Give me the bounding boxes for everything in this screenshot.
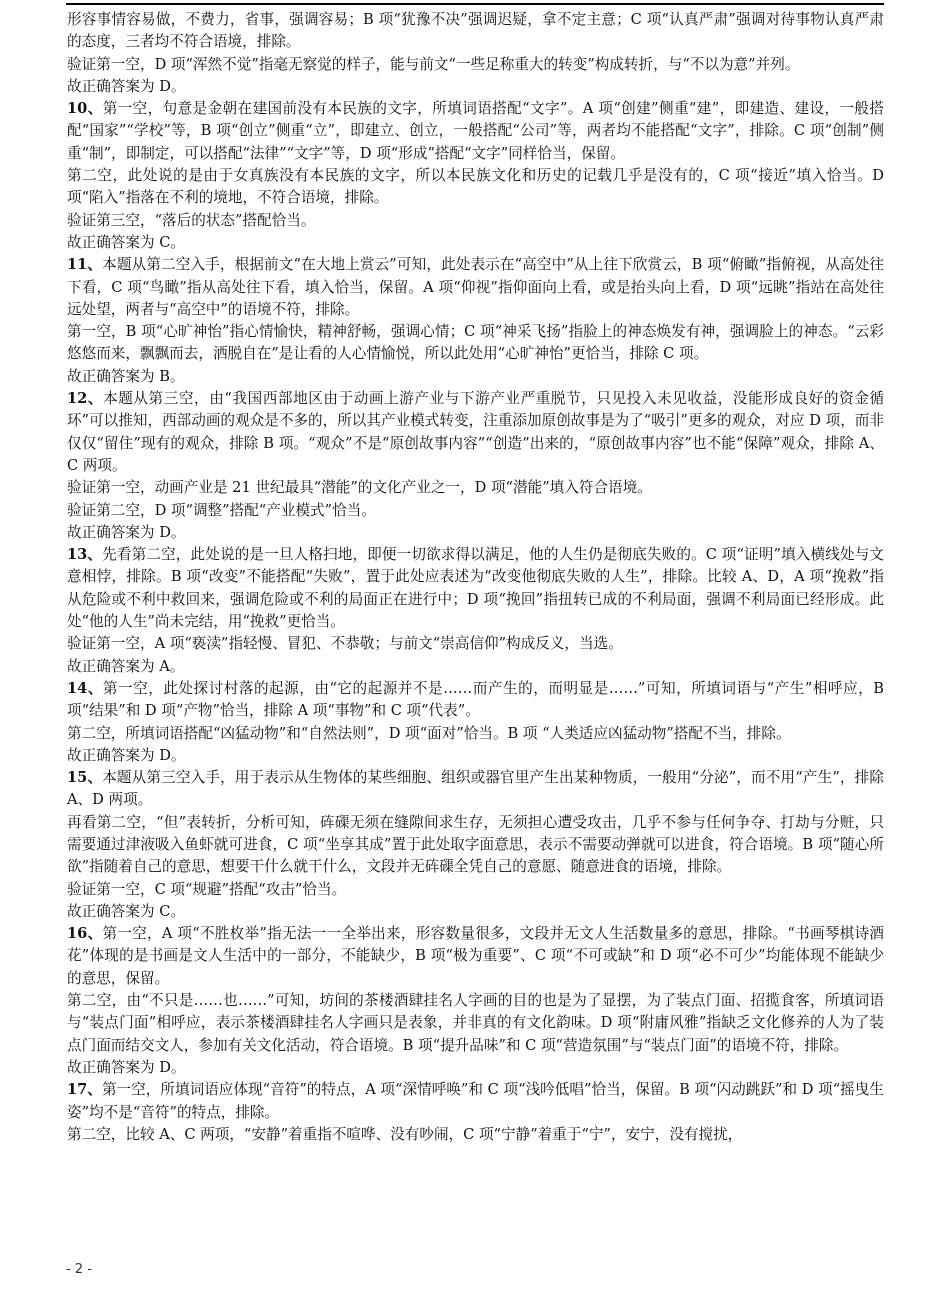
paragraph-text: 验证第一空，C 项“规避”搭配“攻击”恰当。	[67, 880, 347, 898]
paragraph	[67, 1124, 884, 1146]
paragraph	[67, 723, 884, 745]
paragraph-text: 故正确答案为 D。	[67, 746, 186, 764]
paragraph-text: 本题从第二空入手，根据前文“在大地上赏云”可知，此处表示在“高空中”从上往下欣赏云，B 项“俯瞰”指俯视，从高处往下看，C 项“鸟瞰”指从高处往下看，填入恰当，保留。A 项“仰视”指仰面向上看，或是抬头向上看，D 项“远眺”指站在高处往远处望，两者与“高空中”的语境不符，排除。	[67, 256, 885, 318]
paragraph	[67, 366, 884, 388]
top-rule-divider	[66, 3, 884, 5]
paragraph-text: 第一空，A 项“不胜枚举”指无法一一全举出来，形容数量很多，文段并无文人生活数量多的意思，排除。“书画琴棋诗酒花”体现的是书画是文人生活中的一部分，不能缺少，B 项“极为重要”、C 项“不可或缺”和 D 项“必不可少”均能体现不能缺少的意思，保留。	[67, 925, 884, 987]
paragraph-text: 第二空，所填词语搭配“凶猛动物”和“自然法则”，D 项“面对”恰当。B 项 “人类适应凶猛动物”搭配不当，排除。	[67, 724, 791, 742]
paragraph	[67, 477, 884, 499]
paragraph	[67, 321, 884, 366]
paragraph-text: 验证第三空，“落后的状态”搭配恰当。	[67, 211, 316, 229]
paragraph-text: 故正确答案为 C。	[67, 233, 185, 251]
paragraph	[67, 9, 884, 54]
paragraph-text: 故正确答案为 C。	[67, 902, 185, 920]
paragraph-text: 验证第一空，D 项“浑然不觉”指毫无察觉的样子，能与前文“一些足称重大的转变”构成转折，与“不以为意”并列。	[67, 55, 800, 73]
paragraph	[67, 1057, 884, 1079]
paragraph	[67, 500, 884, 522]
paragraph	[67, 232, 884, 254]
question-number: 17、	[67, 1081, 102, 1099]
paragraph-text: 验证第一空，动画产业是 21 世纪最具“潜能”的文化产业之一，D 项“潜能”填入符合语境。	[67, 479, 652, 497]
page-number: - 2 -	[66, 1262, 92, 1277]
question-number: 10、	[67, 100, 103, 118]
paragraph-text: 先看第二空，此处说的是一旦人格扫地，即便一切欲求得以满足，他的人生仍是彻底失败的。C 项“证明”填入横线处与文意相悖，排除。B 项“改变”不能搭配“失败”，置于此处应表述为“改变他彻底失败的人生”，排除。比较 A、D，A 项“挽救”指从危险或不利中救回来，强调危险或不利的局面正在进行中；D 项“挽回”指扭转已成的不利局面，强调不利局面已经形成。此处“他的人生”尚未完结，用“挽救”更恰当。	[67, 546, 885, 631]
paragraph	[67, 522, 884, 544]
paragraph-text: 再看第二空，“但”表转折，分析可知，砗磲无须在缝隙间求生存，无须担心遭受攻击，几乎不参与任何争夺、打劫与分赃，只需要通过津液吸入鱼虾就可进食，C 项“坐享其成”置于此处取字面意思，表示不需要动弹就可以进食，符合语境。B 项“随心所欲”指随着自己的意思，想要干什么就干什么，文段并无砗磲全凭自己的意愿、随意进食的语境，排除。	[67, 813, 884, 876]
paragraph	[67, 990, 884, 1057]
paragraph-text: 故正确答案为 D。	[67, 523, 186, 541]
paragraph	[67, 76, 884, 98]
paragraph	[67, 901, 884, 923]
paragraph-text: 故正确答案为 A。	[67, 657, 185, 675]
paragraph-text: 故正确答案为 D。	[67, 77, 186, 95]
paragraph	[67, 54, 884, 76]
paragraph	[67, 98, 884, 165]
paragraph	[67, 1079, 884, 1124]
paragraph-text: 故正确答案为 D。	[67, 1058, 186, 1076]
paragraph	[67, 812, 884, 879]
question-number: 13、	[67, 546, 103, 564]
paragraph	[67, 388, 884, 477]
answer-explanations	[67, 9, 884, 1146]
paragraph-text: 第一空，B 项“心旷神怡”指心情愉快，精神舒畅，强调心情；C 项“神采飞扬”指脸上的神态焕发有神，强调脸上的神态。“云彩悠悠而来，飘飘而去，洒脱自在”是让看的人心情愉悦，所以此处用“心旷神怡”更恰当，排除 C 项。	[67, 323, 884, 363]
paragraph-text: 第一空，所填词语应体现“音符”的特点，A 项“深情呼唤”和 C 项“浅吟低唱”恰当，保留。B 项“闪动跳跃”和 D 项“摇曳生姿”均不是“音符”的特点，排除。	[67, 1081, 884, 1121]
paragraph-text: 本题从第三空，由“我国西部地区由于动画上游产业与下游产业严重脱节，只见投入未见收益，没能形成良好的资金循环”可以推知，西部动画的观众是不多的，所以其产业模式转变，注重添加原创故事是为了“吸引”更多的观众，对应 D 项，而非仅仅“留住”现有的观众，排除 B 项。“观众”不是“原创故事内容”“创造”出来的，“原创故事内容”也不能“保障”观众，排除 A、C 两项。	[67, 390, 885, 474]
paragraph-text: 验证第二空，D 项“调整”搭配“产业模式”恰当。	[67, 501, 376, 519]
paragraph	[67, 633, 884, 655]
paragraph	[67, 165, 884, 210]
paragraph	[67, 544, 884, 633]
paragraph	[67, 767, 884, 812]
paragraph-text: 第二空，此处说的是由于女真族没有本民族的文字，所以本民族文化和历史的记载几乎是没有的，C 项“接近”填入恰当。D 项“陷入”指落在不利的境地，不符合语境，排除。	[67, 167, 884, 207]
question-number: 16、	[67, 925, 103, 943]
paragraph-text: 故正确答案为 B。	[67, 367, 185, 385]
question-number: 15、	[67, 769, 103, 787]
paragraph	[67, 656, 884, 678]
paragraph-text: 第二空，由“不只是……也……”可知，坊间的茶楼酒肆挂名人字画的目的也是为了显摆，为了装点门面、招揽食客，所填词语与“装点门面”相呼应，表示茶楼酒肆挂名人字画只是表象，并非真的有文化韵味。D 项“附庸风雅”指缺乏文化修养的人为了装点门面而结交文人，参加有关文化活动，符合语境。B 项“提升品味”和 C 项“营造氛围”与“装点门面”的语境不符，排除。	[67, 992, 884, 1054]
paragraph-text: 第一空，句意是金朝在建国前没有本民族的文字，所填词语搭配“文字”。A 项“创建”侧重“建”，即建造、建设，一般搭配“国家”“学校”等，B 项“创立”侧重“立”，即建立、创立，一般搭配“公司”等，两者均不能搭配“文字”，排除。C 项“创制”侧重“制”，即制定，可以搭配“法律”“文字”等，D 项“形成”搭配“文字”同样恰当，保留。	[67, 100, 885, 162]
paragraph	[67, 745, 884, 767]
paragraph-text: 第一空，此处探讨村落的起源，由“它的起源并不是……而产生的，而明显是……”可知，所填词语与“产生”相呼应，B 项“结果”和 D 项“产物”恰当，排除 A 项“事物”和 C 项“代表”。	[67, 679, 884, 720]
paragraph	[67, 879, 884, 901]
paragraph	[67, 923, 884, 990]
paragraph	[67, 254, 884, 321]
paragraph-text: 本题从第三空入手，用于表示从生物体的某些细胞、组织或器官里产生出某种物质，一般用“分泌”，而不用“产生”，排除 A、D 两项。	[67, 769, 884, 809]
question-number: 14、	[67, 679, 103, 697]
paragraph	[67, 678, 884, 723]
question-number: 11、	[67, 256, 103, 274]
paragraph-text: 验证第一空，A 项“亵渎”指轻慢、冒犯、不恭敬；与前文“崇高信仰”构成反义，当选。	[67, 635, 623, 653]
paragraph-text: 形容事情容易做，不费力，省事，强调容易；B 项“犹豫不决”强调迟疑，拿不定主意；C 项“认真严肃”强调对待事物认真严肃的态度，三者均不符合语境，排除。	[67, 11, 884, 51]
paragraph	[67, 210, 884, 232]
paragraph-text: 第二空，比较 A、C 两项，“安静”着重指不喧哗、没有吵闹，C 项“宁静”着重于“宁”，安宁，没有搅扰，	[67, 1125, 743, 1143]
question-number: 12、	[67, 390, 104, 408]
